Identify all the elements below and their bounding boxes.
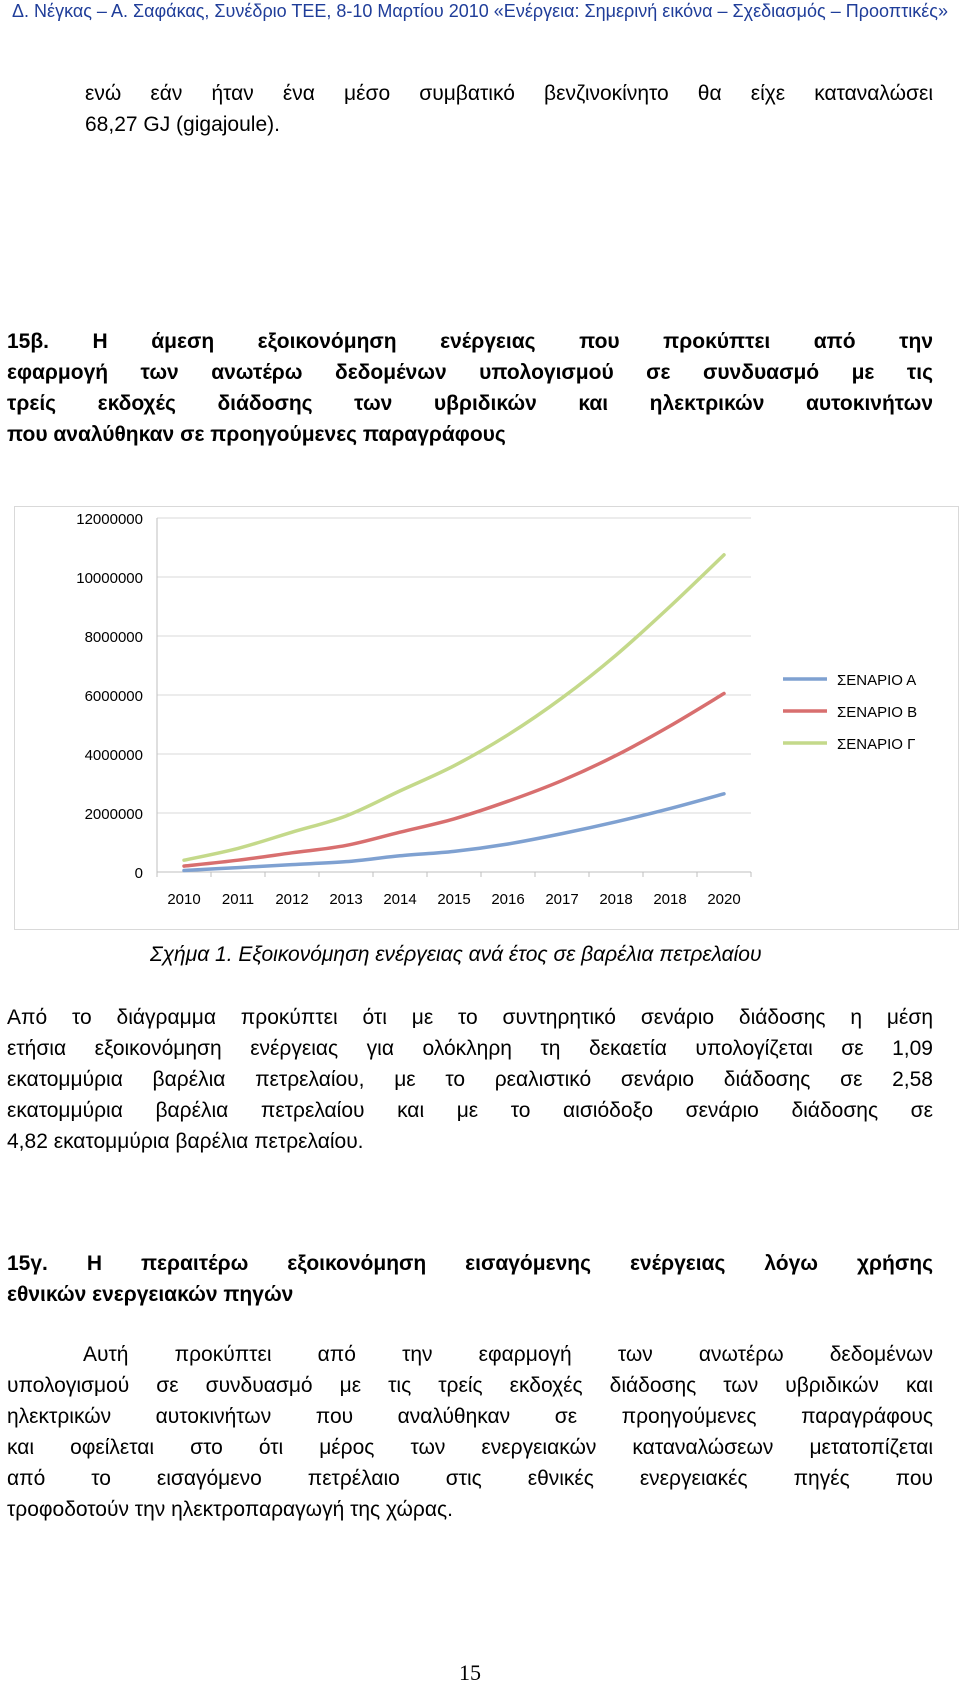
result-paragraph [7,1002,933,1157]
series-line-1 [184,794,724,871]
intro-paragraph [85,78,933,140]
text-line: τροφοδοτούν την ηλεκτροπαραγωγή της χώρας. [7,1498,453,1521]
legend-label: ΣΕΝΑΡΙΟ Β [837,704,918,721]
text-line: υπολογισμού σε συνδυασμό με τις τρείς εκδοχές διάδοσης των υβριδικών και [7,1374,933,1397]
text-line: 4,82 εκατομμύρια βαρέλια πετρελαίου. [7,1130,364,1153]
page-header: Δ. Νέγκας – Α. Σαφάκας, Συνέδριο ΤΕΕ, 8-10 Μαρτίου 2010 «Ενέργεια: Σημερινή εικόνα – Σχεδιασμός – Προοπτικές» [12,1,948,21]
x-tick-label: 2020 [707,891,741,908]
x-tick-label: 2015 [437,891,471,908]
y-tick-label: 4000000 [84,747,143,764]
text-line: Από το διάγραμμα προκύπτει ότι με το συντηρητικό σενάριο διάδοσης η μέση [7,1006,933,1029]
text-line: 15γ. Η περαιτέρω εξοικονόμηση εισαγόμενης ενέργειας λόγω χρήσης [7,1252,933,1275]
text-line: εκατομμύρια βαρέλια πετρελαίου, με το ρεαλιστικό σενάριο διάδοσης σε 2,58 [7,1068,933,1091]
x-tick-label: 2013 [329,891,363,908]
text-line: εκατομμύρια βαρέλια πετρελαίου και με το αισιόδοξο σενάριο διάδοσης σε [7,1099,933,1122]
x-tick-label: 2018 [653,891,687,908]
final-paragraph [7,1339,933,1525]
x-tick-label: 2017 [545,891,579,908]
text-line: εθνικών ενεργειακών πηγών [7,1283,294,1306]
text-line: Αυτή προκύπτει από την εφαρμογή των ανωτέρω δεδομένων [83,1343,933,1366]
x-tick-label: 2010 [167,891,201,908]
text-line: τρείς εκδοχές διάδοσης των υβριδικών και ηλεκτρικών αυτοκινήτων [7,392,933,415]
text-line: ενώ εάν ήταν ένα μέσο συμβατικό βενζινοκίνητο θα είχε καταναλώσει [85,82,933,105]
section-15b-heading [7,326,933,450]
x-tick-label: 2016 [491,891,525,908]
x-tick-label: 2014 [383,891,417,908]
figure-caption: Σχήμα 1. Εξοικονόμηση ενέργειας ανά έτος σε βαρέλια πετρελαίου [150,943,762,966]
text-line: ετήσια εξοικονόμηση ενέργειας για ολόκληρη τη δεκαετία υπολογίζεται σε 1,09 [7,1037,933,1060]
text-line: που αναλύθηκαν σε προηγούμενες παραγράφους [7,423,506,446]
y-tick-label: 2000000 [84,806,143,823]
x-tick-label: 2018 [599,891,633,908]
section-15c-heading [7,1248,933,1310]
energy-savings-chart [15,507,958,929]
text-line: εφαρμογή των ανωτέρω δεδομένων υπολογισμού σε συνδυασμό με τις [7,361,933,384]
legend-label: ΣΕΝΑΡΙΟ Α [837,672,917,689]
chart-frame [14,506,959,930]
y-tick-label: 6000000 [84,688,143,705]
y-tick-label: 12000000 [76,511,143,528]
x-tick-label: 2011 [221,891,255,908]
page-number: 15 [459,1660,481,1685]
y-tick-label: 10000000 [76,570,143,587]
y-tick-label: 8000000 [84,629,143,646]
text-line: 15β. Η άμεση εξοικονόμηση ενέργειας που προκύπτει από την [7,330,933,353]
x-tick-label: 2012 [275,891,309,908]
legend-label: ΣΕΝΑΡΙΟ Γ [837,736,916,753]
text-line: και οφείλεται στο ότι μέρος των ενεργειακών καταναλώσεων μετατοπίζεται [7,1436,933,1459]
text-line: 68,27 GJ (gigajoule). [85,113,280,136]
text-line: ηλεκτρικών αυτοκινήτων που αναλύθηκαν σε προηγούμενες παραγράφους [7,1405,933,1428]
text-line: από το εισαγόμενο πετρέλαιο στις εθνικές ενεργειακές πηγές που [7,1467,933,1490]
y-tick-label: 0 [134,865,143,882]
